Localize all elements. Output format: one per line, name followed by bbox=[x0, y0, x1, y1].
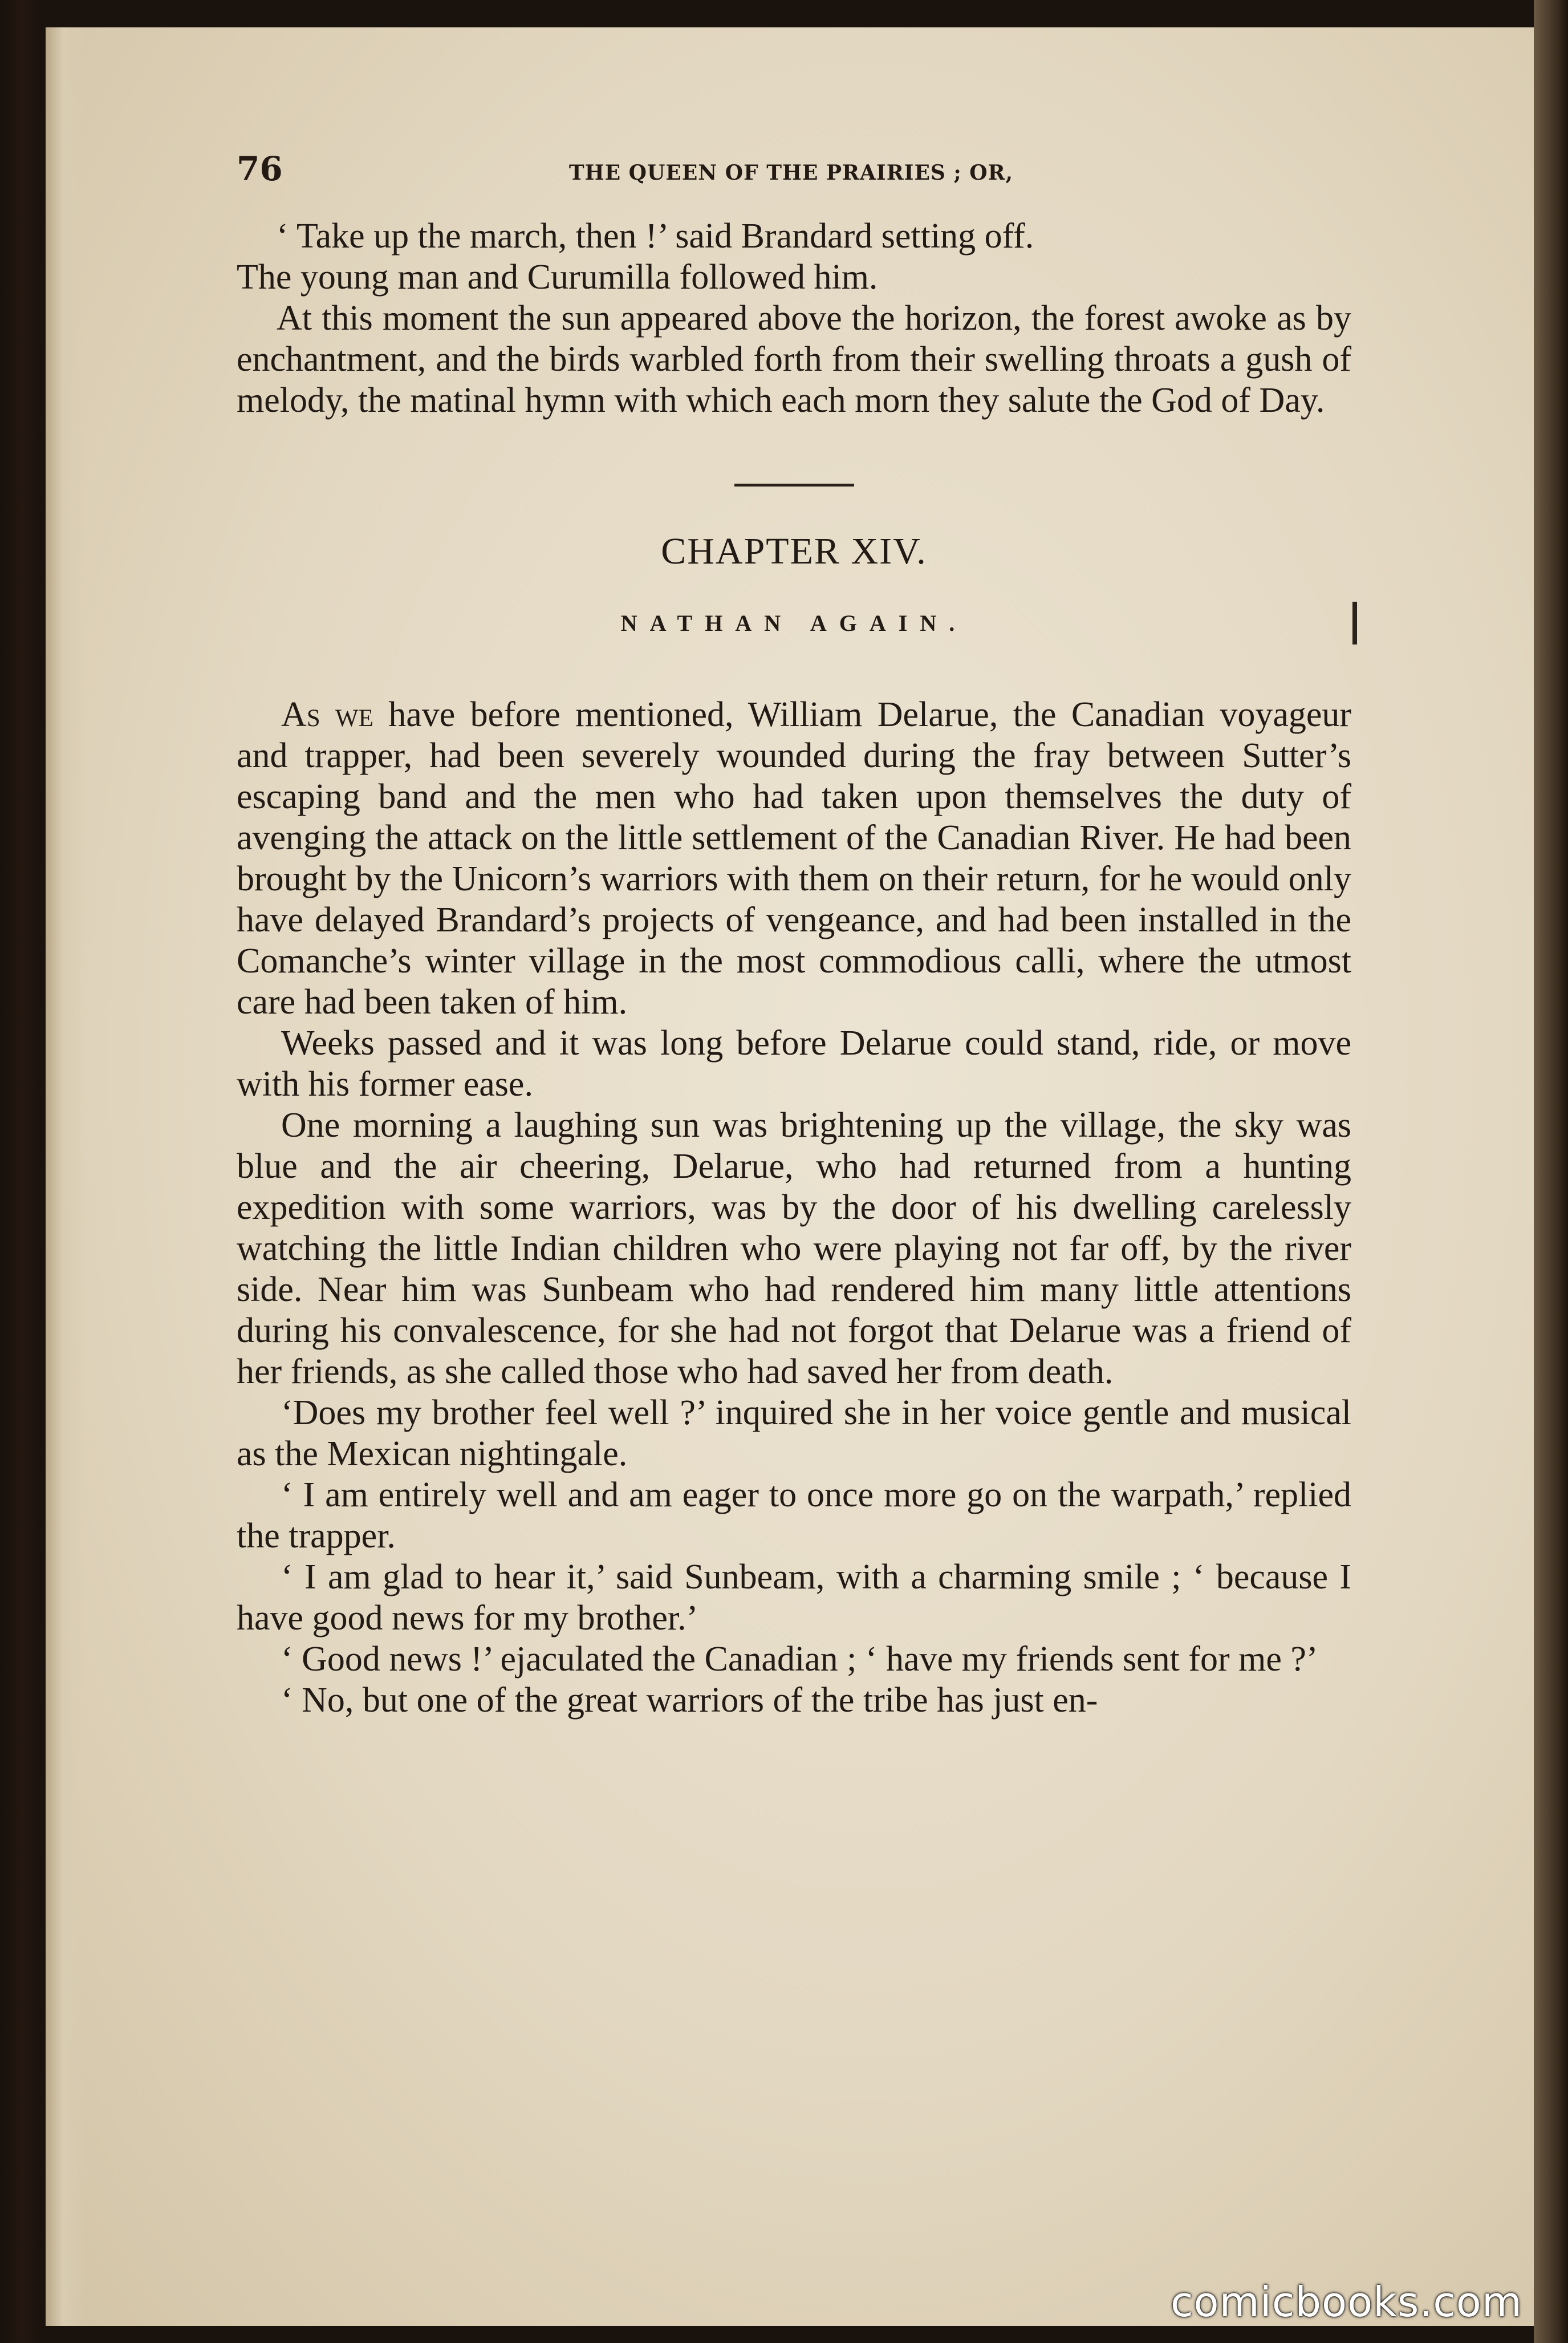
margin-pencil-mark bbox=[1352, 602, 1357, 644]
book-spine bbox=[1534, 0, 1568, 2343]
chapter-title: CHAPTER XIV. bbox=[661, 530, 927, 572]
paragraph-3: One morning a laughing sun was brightening up the village, the sky was blue and the air cheering, Delarue, who had returned from a hunting expedition with some warriors, was by the door of his dwelling carelessly watching the little Indian children who were playing not far off, by the river side. Near him was Sunbeam who had rendered him many little attentions during his convalescence, for she had not forgot that Delarue was a friend of her friends, as she called those who had saved her from death. bbox=[237, 1106, 1351, 1391]
paragraph-8: ‘ No, but one of the great warriors of the tribe has just en- bbox=[281, 1681, 1098, 1720]
paragraph-1-text: have before mentioned, William Delarue, the Canadian voyageur and trapper, had been severely wounded during the fray between Sutter’s escaping band and the men who had taken upon themselves the duty of avenging the attack on the little settlement of the Canadian River. He had been brought by the Unicorn’s warriors with them on their return, for he would only have delayed Brandard’s projects of vengeance, and had been installed in the Comanche’s winter village in the most commodious calli, where the utmost care had been taken of him. bbox=[237, 695, 1352, 1021]
page-number: 76 bbox=[237, 149, 283, 188]
page-stack-edge bbox=[46, 27, 86, 2326]
paragraph-lead-words: As we bbox=[281, 695, 373, 734]
opening-paragraph: At this moment the sun appeared above the horizon, the forest awoke as by enchantment, and the birds warbled forth from their swelling throats a gush of melody, the matinal hymn with which each morn they salute the God of Day. bbox=[237, 299, 1351, 420]
paragraph-2: Weeks passed and it was long before Delarue could stand, ride, or move with his former ease. bbox=[237, 1024, 1351, 1104]
paragraph-7: ‘ Good news !’ ejaculated the Canadian ; ‘ have my friends sent for me ?’ bbox=[281, 1640, 1318, 1679]
site-watermark: comicbooks.com bbox=[1170, 2278, 1522, 2326]
paragraph-4: ‘Does my brother feel well ?’ inquired she in her voice gentle and musical as the Mexican nightingale. bbox=[237, 1393, 1351, 1473]
opening-line-2: The young man and Curumilla followed him. bbox=[237, 258, 878, 297]
chapter-subtitle: NATHAN AGAIN. bbox=[620, 610, 968, 636]
running-head bbox=[237, 149, 1346, 195]
paragraph-5: ‘ I am entirely well and am eager to once more go on the warpath,’ replied the trapper. bbox=[237, 1475, 1351, 1555]
section-rule bbox=[734, 484, 854, 487]
paragraph-6: ‘ I am glad to hear it,’ said Sunbeam, with a charming smile ; ‘ because I have good news for my brother.’ bbox=[237, 1558, 1351, 1637]
text-block bbox=[237, 216, 1351, 1721]
paragraph-1 bbox=[237, 694, 1351, 1023]
running-title: THE QUEEN OF THE PRAIRIES ; OR, bbox=[568, 161, 1014, 185]
opening-line-1: ‘ Take up the march, then !’ said Brandard setting off. bbox=[277, 217, 1034, 256]
